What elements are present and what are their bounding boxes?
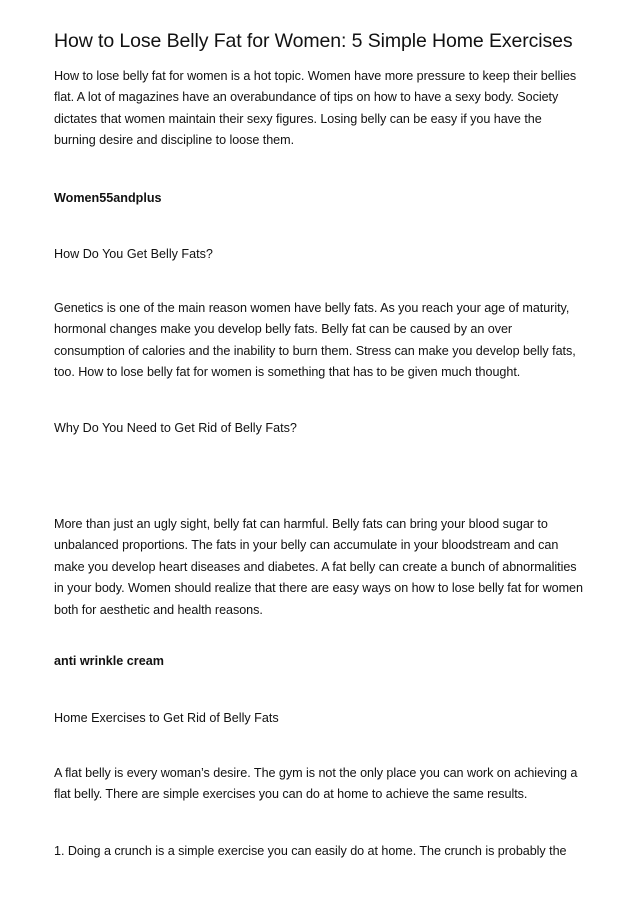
crunch-paragraph: 1. Doing a crunch is a simple exercise you can easily do at home. The crunch is probably the	[54, 844, 567, 858]
section-heading-exercises: Home Exercises to Get Rid of Belly Fats	[54, 711, 279, 725]
genetics-paragraph: Genetics is one of the main reason women have belly fats. As you reach your age of maturity, hormonal changes make you develop belly fats. Belly fat can be caused by an over consumption of calories and the inability to burn them. Stress can make you develop belly fats, too. How to lose belly fat for women is something that has to be given much thought.	[54, 301, 576, 380]
women55andplus-label: Women55andplus	[54, 191, 162, 205]
health-paragraph: More than just an ugly sight, belly fat can harmful. Belly fats can bring your blood sugar to unbalanced proportions. The fats in your belly can accumulate in your bloodstream and can make you develop heart diseases and diabetes. A fat belly can create a bunch of abnormalities in your body. Women should realize that there are easy ways on how to lose belly fat for women both for aesthetic and health reasons.	[54, 517, 583, 617]
page-title: How to Lose Belly Fat for Women: 5 Simple Home Exercises	[54, 30, 573, 52]
intro-paragraph: How to lose belly fat for women is a hot topic. Women have more pressure to keep their bellies flat. A lot of magazines have an overabundance of tips on how to have a sexy body. Society dictates that women maintain their sexy figures. Losing belly can be easy if you have the burning desire and discipline to loose them.	[54, 69, 577, 148]
section-heading-belly-fats: How Do You Get Belly Fats?	[54, 247, 213, 261]
flat-belly-paragraph: A flat belly is every woman’s desire. The gym is not the only place you can work on achieving a flat belly. There are simple exercises you can do at home to achieve the same results.	[54, 766, 578, 802]
section-heading-why: Why Do You Need to Get Rid of Belly Fats?	[54, 421, 297, 435]
anti-wrinkle-label: anti wrinkle cream	[54, 654, 164, 668]
